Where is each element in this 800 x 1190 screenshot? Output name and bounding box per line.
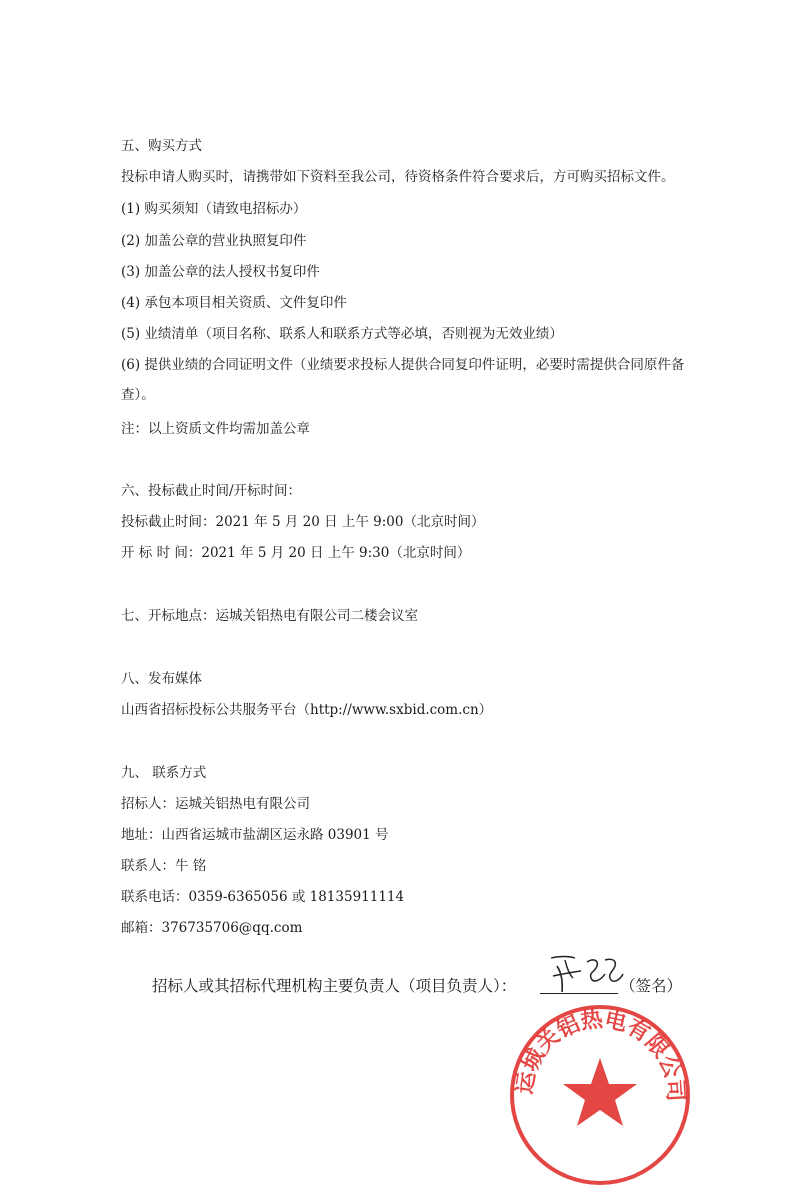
section-heading-contact: 九、 联系方式: [121, 765, 207, 781]
purchase-item-2: (2) 加盖公章的营业执照复印件: [121, 233, 307, 249]
purchase-item-4: (4) 承包本项目相关资质、文件复印件: [121, 295, 347, 311]
purchase-intro: 投标申请人购买时，请携带如下资料至我公司，待资格条件符合要求后，方可购买招标文件。: [121, 169, 675, 185]
contact-person: 联系人：牛 铭: [121, 858, 207, 874]
svg-text:运城关铝热电有限公司: 运城关铝热电有限公司: [512, 1007, 688, 1103]
media-platform: 山西省招标投标公共服务平台（http://www.sxbid.com.cn）: [121, 702, 493, 718]
section-heading-location: 七、开标地点：运城关铝热电有限公司二楼会议室: [121, 608, 418, 624]
purchase-item-3: (3) 加盖公章的法人授权书复印件: [121, 264, 320, 280]
purchase-note: 注：以上资质文件均需加盖公章: [121, 421, 310, 437]
deadline-line: 投标截止时间：2021 年 5 月 20 日 上午 9:00（北京时间）: [121, 514, 485, 530]
contact-phone: 联系电话：0359-6365056 或 18135911114: [121, 889, 405, 905]
purchase-item-1: (1) 购买须知（请致电招标办）: [121, 201, 307, 217]
contact-address: 地址：山西省运城市盐湖区运永路 03901 号: [121, 827, 389, 843]
opening-line: 开 标 时 间：2021 年 5 月 20 日 上午 9:30（北京时间）: [121, 545, 471, 561]
signature-tag: （签名）: [620, 977, 683, 995]
section-heading-deadline: 六、投标截止时间/开标时间：: [121, 483, 302, 499]
section-heading-purchase: 五、购买方式: [121, 138, 202, 154]
company-seal-stamp: [505, 1000, 695, 1190]
signature-label: 招标人或其招标代理机构主要负责人（项目负责人）：: [152, 977, 517, 995]
purchase-item-5: (5) 业绩清单（项目名称、联系人和联系方式等必填，否则视为无效业绩）: [121, 326, 563, 342]
purchase-item-6: (6) 提供业绩的合同证明文件（业绩要求投标人提供合同复印件证明，必要时需提供合同原件备查）。: [121, 357, 685, 403]
contact-email: 邮箱：376735706@qq.com: [121, 920, 303, 936]
section-heading-media: 八、发布媒体: [121, 671, 202, 687]
handwritten-signature: [545, 948, 627, 994]
contact-tenderer: 招标人：运城关铝热电有限公司: [121, 796, 310, 812]
